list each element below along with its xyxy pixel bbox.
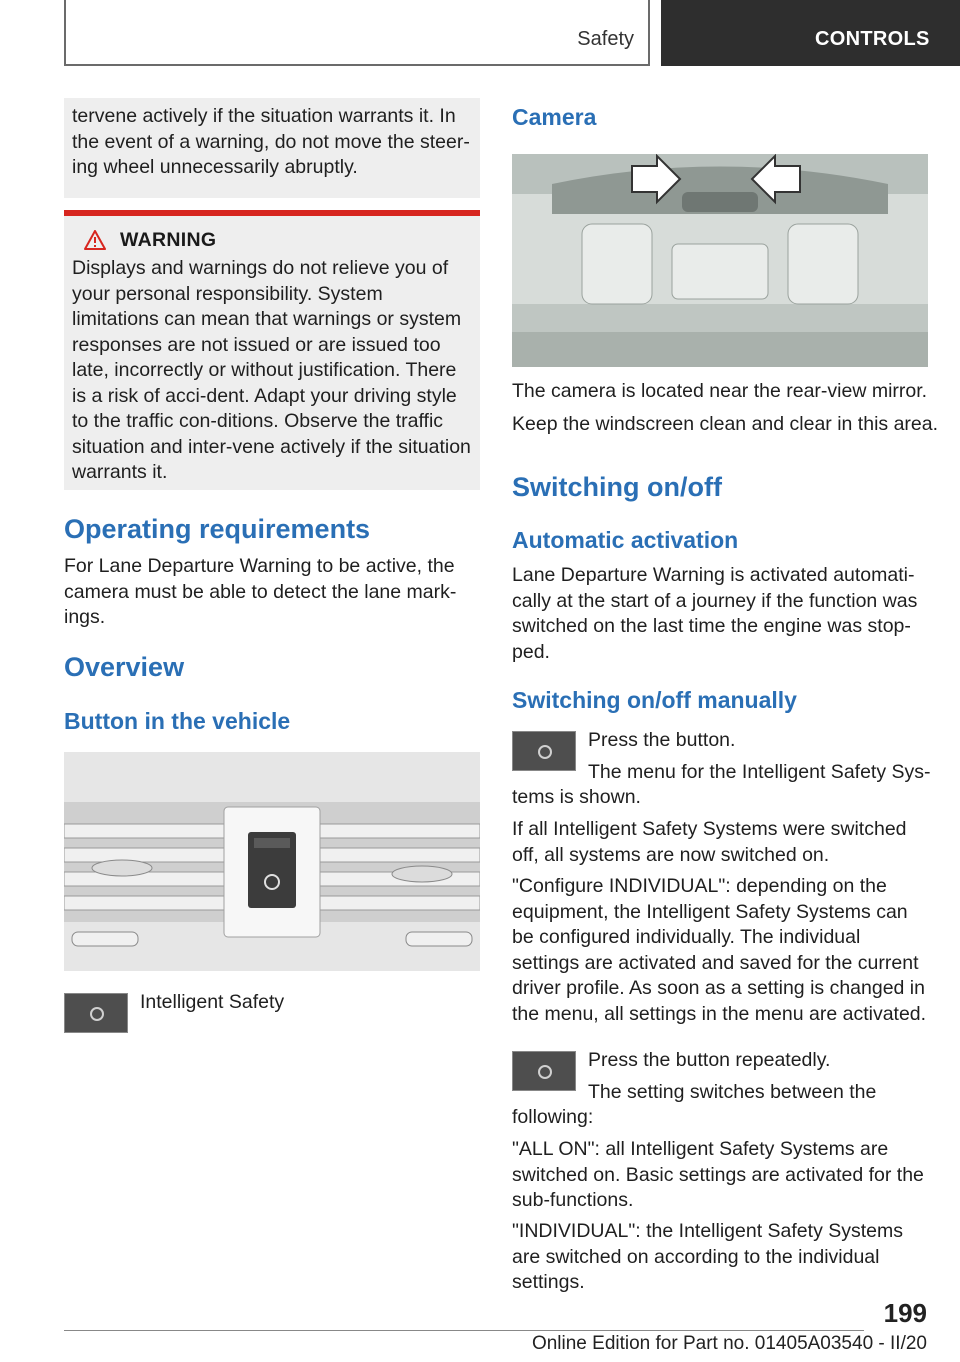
press-repeatedly-text: Press the button repeatedly. (588, 1049, 831, 1071)
intelligent-safety-button-icon (64, 993, 128, 1033)
setting-switches-text-2: following: (512, 1106, 594, 1128)
individual-text: "INDIVIDUAL": the Intelligent Safety Systems are switched on according to the individual settings. (512, 1220, 903, 1293)
dashboard-vent-illustration (64, 752, 480, 971)
press-button-text: Press the button. (588, 729, 736, 751)
safety-button-icon-1 (512, 731, 576, 771)
footer-rule (64, 1330, 864, 1331)
automatic-activation-heading: Automatic activation (512, 527, 739, 553)
manual-switching-heading: Switching on/off manually (512, 687, 797, 713)
all-switched-text: If all Intelligent Safety Systems were switched off, all systems are now switched on. (512, 818, 907, 866)
continued-text-box (64, 98, 480, 198)
camera-figure (512, 154, 928, 367)
camera-text-2: Keep the windscreen clean and clear in this area. (512, 413, 939, 435)
camera-text-1: The camera is located near the rear-view mirror. (512, 380, 928, 402)
menu-shown-text-1: The menu for the Intelligent Safety Sys- (588, 761, 931, 783)
all-on-text: "ALL ON": all Intelligent Safety Systems are switched on. Basic settings are activated for the sub-functions. (512, 1138, 924, 1211)
operating-requirements-text: For Lane Departure Warning to be active, the camera must be able to detect the lane mark-ings. (64, 555, 457, 628)
automatic-activation-text: Lane Departure Warning is activated automati-cally at the start of a journey if the function was switched on the last time the engine was stop-ped. (512, 564, 918, 663)
setting-switches-text-1: The setting switches between the (588, 1081, 877, 1103)
button-figure (64, 752, 480, 971)
header-chapter-tab (661, 0, 960, 66)
warning-triangle-icon (84, 230, 106, 250)
overview-heading: Overview (64, 652, 185, 682)
configure-individual-text: "Configure INDIVIDUAL": depending on the equipment, the Intelligent Safety Systems can be configured individually. The individual settings are activated and saved for the current driver profile. As soon as a setting is changed in the menu, all settings in the menu are activated. (512, 875, 927, 1025)
header-chapter-title: CONTROLS (815, 28, 930, 50)
warning-text: Displays and warnings do not relieve you of your personal responsibility. System limitations can mean that warnings or system responses are not issued or are issued too late, incorrectly or without justification. There is a risk of acci-dent. Adapt your driving style to the traffic con-ditions. Observe the traffic situation and inter-vene actively if the situation warrants it. (72, 257, 471, 483)
button-in-vehicle-heading: Button in the vehicle (64, 708, 291, 734)
warning-box (64, 216, 480, 490)
car-interior-illustration (512, 154, 928, 367)
switching-heading: Switching on/off (512, 472, 722, 502)
intelligent-safety-label: Intelligent Safety (140, 991, 285, 1013)
safety-button-icon-2 (512, 1051, 576, 1091)
menu-shown-text-2: tems is shown. (512, 786, 641, 808)
page-number: 199 (883, 1298, 927, 1328)
warning-title: WARNING (120, 228, 217, 251)
footer-edition: Online Edition for Part no. 01405A03540 - II/20 (531, 1333, 927, 1354)
header-section-box (64, 0, 650, 66)
header-section-title: Safety (577, 28, 634, 50)
camera-heading: Camera (512, 104, 597, 130)
continued-text: tervene actively if the situation warrants it. In the event of a warning, do not move the steer-ing wheel unnecessarily abruptly. (72, 105, 470, 178)
operating-requirements-heading: Operating requirements (64, 514, 371, 544)
